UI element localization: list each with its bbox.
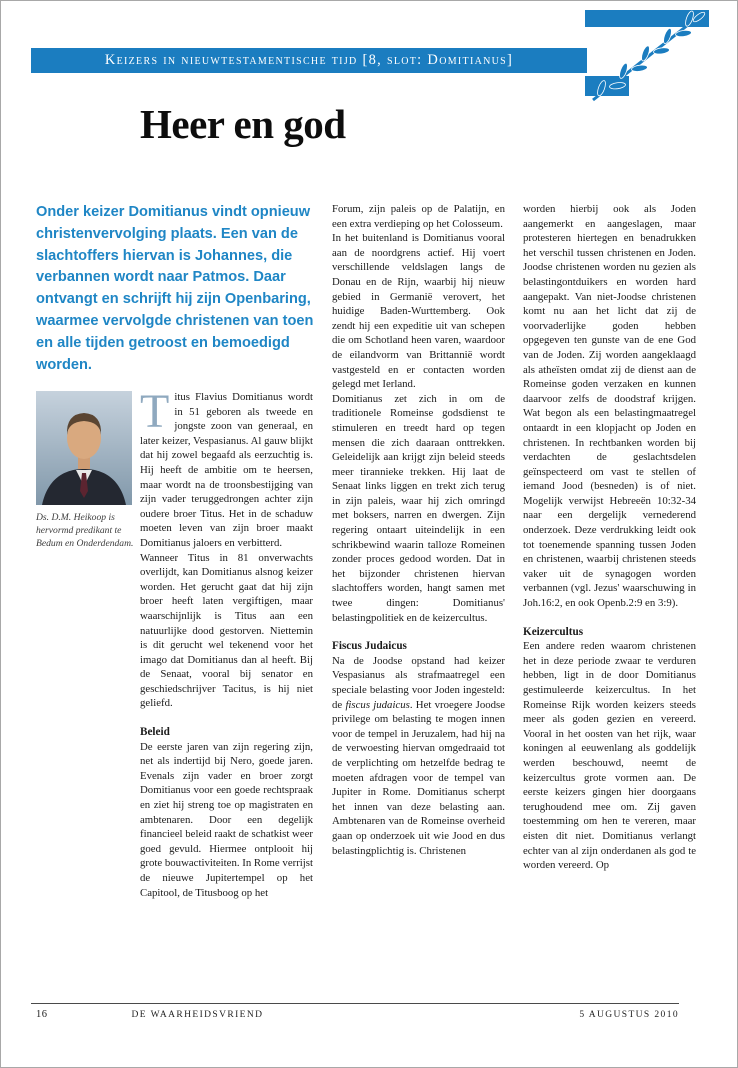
- paragraph: De eerste jaren van zijn regering zijn, net als indertijd bij Nero, goede jaren. Evenals zijn vader en broer zorgt Domitianus voor een goede rechtspraak en ziet hij streng toe op magistraten en ambtenaren. Door een degelijk financieel beleid raakt de schatkist weer goed gevuld. Hiermee ontplooit hij grote bouwactiviteiten. In Rome verrijst de nieuwe Jupitertempel op het Capitool, de Titusboog op het: [140, 740, 314, 899]
- latin-term: fiscus judaicus: [345, 698, 410, 711]
- article-intro: Onder keizer Domitianus vindt opnieuw christenvervolging plaats. Een van de slachtoffers hiervan is Johannes, die verbannen wordt naar Patmos. Daar ontvangt en schrijft hij zijn Openbaring, waarmee vervolgde christenen van toen en alle tijden getroost en bemoedigd worden.: [36, 204, 314, 373]
- paragraph: Een andere reden waarom christenen het in deze periode zwaar te verduren hebben, ligt in de door Domitianus gestimuleerde keizercultus. In het Romeinse Rijk worden keizers steeds meer als goden gezien en vereerd. Vooral in het oosten van het rijk, waar koningen al eeuwenlang als goddelijk werden beschouwd, neemt de keizercultus grote vormen aan. De eerste keizers gingen hier doorgaans terughoudend mee om. Zij gaven toestemming om hen te vereren, maar eisten dit niet. Domitianus verlangt echter van al zijn onderdanen als god te worden vereerd. Op: [523, 640, 696, 872]
- paragraph: Forum, zijn paleis op de Palatijn, en een extra verdieping op het Colosseum.: [332, 203, 505, 230]
- text-column-3: [523, 202, 696, 873]
- paragraph: Wanneer Titus in 81 onverwachts overlijdt, kan Domitianus alsnog keizer worden. Het gerucht gaat dat hij zijn broer heeft laten vergiftigen, maar waarschijnlijk is Titus aan een natuurlijke dood gestorven. Niettemin is dit gerucht wel tekenend voor het imago dat Domitianus dan al heeft. Bij de Senaat, vooral bij senator en geschiedschrijver Tacitus, is hij niet geliefd.: [140, 551, 313, 710]
- laurel-emblem: [585, 10, 709, 102]
- laurel-branch-icon: [585, 10, 709, 102]
- author-portrait-photo: [36, 391, 132, 505]
- page-number: 16: [36, 1009, 48, 1020]
- paragraph-text: Na de Joodse opstand had keizer Vespasianus als strafmaatregel een speciale belasting voor Joden ingesteld: de: [332, 654, 505, 711]
- issue-date: 5 AUGUSTUS 2010: [579, 1010, 679, 1020]
- paragraph: [140, 385, 313, 551]
- paragraph: worden hierbij ook als Joden aangemerkt en aangeslagen, maar protesteren hiertegen en benadrukken het verschil tussen christenen en Joden. Joodse christenen worden nu gezien als belastingontduikers en worden hard aangepakt. Van niet-Joodse christenen komt nu aan het licht dat zij de voorvaderlijke goden hebben opgegeven ten gunste van de ene God van de Joden. Zij worden aangeklaagd als atheïsten omdat zij de dienst aan de Romeinse goden verzaken en kunnen daarvoor zelfs de doodstraf krijgen. Wat begon als een belastingmaatregel ontaardt in een klopjacht op Joden en christenen. In rechtbanken worden bij verdachten de geslachtsdelen geïnspecteerd om vast te stellen of iemand Jood (besneden) is of niet. Mogelijk verwijst Hebreeën 10:32-34 naar een dergelijk vernederend onderzoek. Deze verdrukking leidt ook tot toenemende spanning tussen Joden en christenen, waarbij christenen steeds vaker uit de synagogen worden verbannen (vgl. Jezus' waarschuwing in Joh.16:2, en ook Openb.2:9 en 3:9).: [523, 203, 696, 610]
- paragraph: Domitianus zet zich in om de traditionele Romeinse godsdienst te stimuleren en treedt hard op tegen mensen die zich daaraan onttrekken. Geleidelijk aan krijgt zijn beleid steeds meer tirannieke trekken. Hij laat de Senaat links liggen en trekt zich terug in zijn paleis, waar hij zich omringd met boksers, narren en dwergen. Zijn regering ontaart uiteindelijk in een schrikbewind waarin talloze Romeinen zonder proces gedood worden. Dat in het bijzonder christenen hiervan slachtoffers worden, hangt samen met twee dingen: Domitianus' belastingpolitiek en de keizercultus.: [332, 392, 505, 624]
- portrait-photo-image: [36, 391, 132, 505]
- subheading-fiscus-judaicus: Fiscus Judaicus: [332, 640, 407, 653]
- subheading-beleid: Beleid: [140, 726, 170, 739]
- paragraph: [332, 654, 505, 858]
- text-column-2: [332, 202, 505, 858]
- section-header-band: [31, 48, 587, 73]
- text-column-1: [140, 385, 314, 900]
- footer-rule: [31, 1003, 679, 1004]
- article-title: Heer en god: [140, 101, 346, 147]
- photo-caption: Ds. D.M. Heikoop is hervormd predikant te Bedum en Onderdendam.: [36, 512, 134, 549]
- paragraph: In het buitenland is Domitianus vooral aan de noordgrens actief. Hij voert verschillende veldslagen langs de Donau en de Rijn, waarbij hij nieuw gebied in Germanië verovert, het huidige Baden-Wurttemberg. Ook zendt hij een expeditie uit van schepen die om Schotland heen varen, waardoor de eilandvorm van Brittannië wordt vastgesteld en er contacten worden gelegd met Ierland.: [332, 232, 505, 391]
- subheading-keizercultus: Keizercultus: [523, 625, 584, 638]
- magazine-name: DE WAARHEIDSVRIEND: [131, 1010, 264, 1020]
- section-header-text: Keizers in nieuwtestamentische tijd [8, slot: Domitianus]: [104, 52, 514, 68]
- footer: [31, 1009, 679, 1020]
- paragraph-text: itus Flavius Domitianus wordt in 51 geboren als tweede en jongste zoon van generaal, en later keizer, Vespasianus. Al gauw blijkt dat hij zowel begaafd als eerzuchtig is. Hij heeft de ambitie om te heersen, maar wordt na de troonsbestijging van zijn vader teruggedrongen achter zijn oudere broer Titus. Het in de schaduw moeten leven van zijn broer maakt Domitianus jaloers en verbitterd.: [140, 391, 313, 549]
- drop-cap: T: [140, 385, 170, 438]
- paragraph-text: . Het vroegere Joodse privilege om belasting te mogen innen voor de tempel in Jeruzalem, had hij na de verwoesting hiervan omgedraaid tot de verplichting om hetzelfde bedrag te moeten afdragen voor de tempel van Jupiter in Rome. Domitianus scherpt het innen van deze belasting aan. Ambtenaren van de Romeinse overheid gaan op onderzoek uit wie Jood en dus belastingplichtig is. Christenen: [332, 698, 506, 857]
